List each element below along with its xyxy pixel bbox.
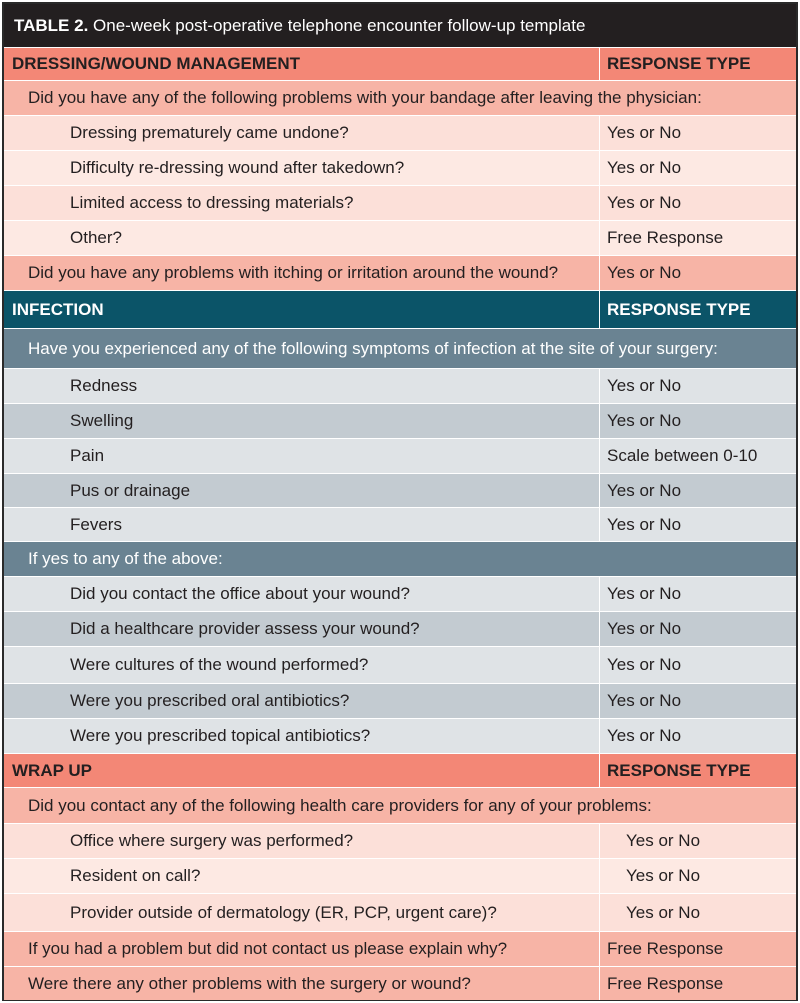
response-type: Yes or No bbox=[607, 411, 682, 430]
response-type: Yes or No bbox=[607, 655, 682, 674]
question-text: Pain bbox=[4, 439, 600, 473]
question-text: Dressing prematurely came undone? bbox=[4, 116, 600, 150]
table-label: TABLE 2. bbox=[14, 16, 89, 35]
table-row bbox=[4, 220, 796, 255]
response-type: Yes or No bbox=[607, 480, 682, 500]
question-text: Redness bbox=[4, 369, 600, 403]
response-type: Yes or No bbox=[607, 376, 682, 395]
response-type: Yes or No bbox=[607, 619, 682, 638]
question-text: Did you have any of the following problems with your bandage after leaving the physician: bbox=[28, 88, 702, 107]
section-heading: WRAP UP bbox=[4, 754, 600, 787]
response-type: Yes or No bbox=[607, 158, 682, 177]
table-row bbox=[4, 646, 796, 683]
question-text: Were there any other problems with the surgery or wound? bbox=[4, 967, 600, 1000]
response-type: Yes or No bbox=[626, 866, 701, 885]
question-text: Swelling bbox=[4, 404, 600, 438]
response-type: Yes or No bbox=[607, 263, 682, 282]
question-text: Other? bbox=[4, 221, 600, 255]
response-type-heading: RESPONSE TYPE bbox=[607, 54, 751, 73]
table-row bbox=[4, 507, 796, 541]
question-group-row bbox=[4, 541, 796, 576]
response-type: Yes or No bbox=[626, 831, 701, 850]
question-text: Did you contact any of the following health care providers for any of your problems: bbox=[28, 795, 652, 815]
table-row bbox=[4, 255, 796, 290]
question-text: Were you prescribed topical antibiotics? bbox=[4, 719, 600, 753]
response-type: Free Response bbox=[607, 939, 724, 958]
table-row bbox=[4, 683, 796, 718]
question-text: Difficulty re-dressing wound after takedown? bbox=[4, 151, 600, 185]
question-text: Did a healthcare provider assess your wound? bbox=[4, 612, 600, 646]
table-row bbox=[4, 931, 796, 966]
question-group-row bbox=[4, 80, 796, 115]
response-type: Yes or No bbox=[607, 123, 682, 142]
question-group-row bbox=[4, 787, 796, 823]
section-header-infection bbox=[4, 290, 796, 328]
question-text: Limited access to dressing materials? bbox=[4, 186, 600, 220]
question-text: If yes to any of the above: bbox=[28, 549, 223, 568]
table-row bbox=[4, 438, 796, 473]
response-type: Yes or No bbox=[607, 193, 682, 212]
response-type: Yes or No bbox=[607, 691, 682, 710]
question-text: Office where surgery was performed? bbox=[4, 824, 600, 858]
table-row bbox=[4, 718, 796, 753]
question-text: Were you prescribed oral antibiotics? bbox=[4, 684, 600, 718]
question-text: Did you contact the office about your wound? bbox=[4, 577, 600, 611]
table-row bbox=[4, 150, 796, 185]
response-type: Free Response bbox=[607, 228, 724, 247]
table-row bbox=[4, 403, 796, 438]
response-type-heading: RESPONSE TYPE bbox=[607, 760, 751, 780]
table-row bbox=[4, 368, 796, 403]
question-text: Have you experienced any of the following symptoms of infection at the site of your surgery: bbox=[28, 338, 718, 358]
section-header-dressing bbox=[4, 47, 796, 80]
table-title bbox=[4, 4, 796, 47]
response-type-heading: RESPONSE TYPE bbox=[607, 299, 751, 319]
response-type: Yes or No bbox=[607, 514, 682, 534]
table-caption: One-week post-operative telephone encounter follow-up template bbox=[93, 16, 586, 35]
table-row bbox=[4, 185, 796, 220]
table-2 bbox=[2, 2, 798, 1001]
section-heading: INFECTION bbox=[4, 291, 600, 328]
question-text: Were cultures of the wound performed? bbox=[4, 647, 600, 683]
question-text: Fevers bbox=[4, 508, 600, 541]
section-header-wrap-up bbox=[4, 753, 796, 787]
table-row bbox=[4, 966, 796, 1000]
question-group-row bbox=[4, 328, 796, 368]
table-row bbox=[4, 611, 796, 646]
table-row bbox=[4, 115, 796, 150]
table-row bbox=[4, 473, 796, 507]
question-text: Provider outside of dermatology (ER, PCP, urgent care)? bbox=[4, 894, 600, 931]
response-type: Yes or No bbox=[626, 902, 701, 922]
response-type: Scale between 0-10 bbox=[607, 446, 758, 465]
response-type: Yes or No bbox=[607, 584, 682, 603]
question-text: Pus or drainage bbox=[4, 474, 600, 507]
table-row bbox=[4, 823, 796, 858]
question-text: Resident on call? bbox=[4, 859, 600, 893]
response-type: Yes or No bbox=[607, 726, 682, 745]
table-row bbox=[4, 576, 796, 611]
question-text: Did you have any problems with itching or irritation around the wound? bbox=[4, 256, 600, 290]
table-row bbox=[4, 858, 796, 893]
section-heading: DRESSING/WOUND MANAGEMENT bbox=[4, 48, 600, 80]
response-type: Free Response bbox=[607, 973, 724, 993]
table-row bbox=[4, 893, 796, 931]
question-text: If you had a problem but did not contact us please explain why? bbox=[4, 932, 600, 966]
